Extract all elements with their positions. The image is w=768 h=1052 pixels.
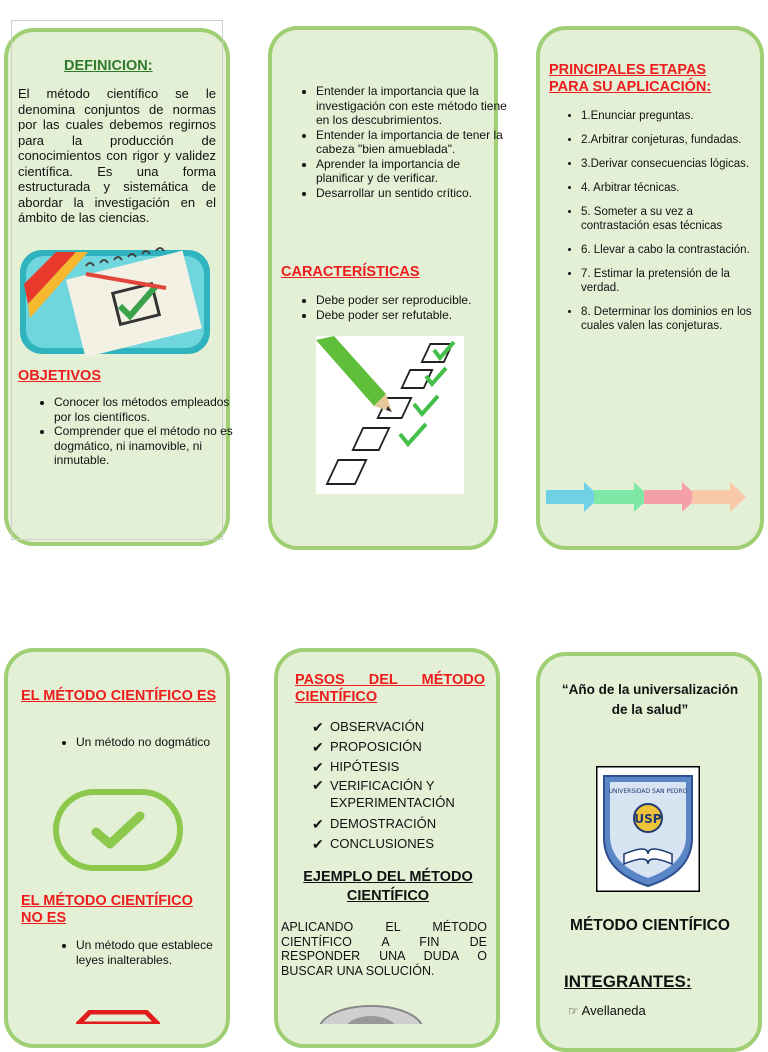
- disc-image-icon: [316, 1004, 426, 1024]
- list-item: • Comprender que el método no es dogmático, ni inamovible, ni inmutable.: [54, 424, 236, 468]
- list-item: • 2.Arbitrar conjeturas, fundadas.: [581, 133, 763, 147]
- ejemplo-title: EJEMPLO DEL MÉTODO CIENTÍFICO: [303, 869, 473, 904]
- pointing-hand-icon: ☞: [568, 1004, 579, 1018]
- pasos-list: [312, 717, 482, 854]
- list-item: • 4. Arbitrar técnicas.: [581, 181, 763, 195]
- notepad-check-icon: [16, 244, 214, 360]
- stop-sign-icon: [76, 1010, 160, 1024]
- list-item: • Debe poder ser reproducible.: [316, 293, 508, 308]
- metodo-title: MÉTODO CIENTÍFICO: [570, 917, 730, 934]
- list-item: ✔ HIPÓTESIS: [312, 759, 400, 775]
- check-icon: ✔: [312, 836, 324, 852]
- list-item: • 6. Llevar a cabo la contrastación.: [581, 243, 763, 257]
- arrow-3: [644, 482, 698, 512]
- list-item: ✔ OBSERVACIÓN: [312, 719, 425, 735]
- no-es-list: [58, 938, 236, 967]
- list-item: • Entender la importancia que la investigación con este método tiene en los descubrimientos.: [316, 84, 508, 128]
- es-title: EL MÉTODO CIENTÍFICO ES: [21, 688, 217, 704]
- objetivos-continued-list: [298, 84, 508, 200]
- arrow-1: [546, 482, 600, 512]
- check-icon: ✔: [312, 739, 324, 755]
- logo-text: USP: [634, 812, 662, 826]
- list-item: • Aprender la importancia de planificar y de verificar.: [316, 157, 508, 186]
- list-item: • Desarrollar un sentido crítico.: [316, 186, 508, 201]
- check-icon: ✔: [312, 719, 324, 735]
- year-title: “Año de la universalización de la salud”: [561, 682, 739, 717]
- check-icon: ✔: [312, 777, 324, 793]
- etapas-title: PRINCIPALES ETAPAS PARA SU APLICACIÓN:: [549, 62, 712, 95]
- list-item: • 3.Derivar consecuencias lógicas.: [581, 157, 763, 171]
- list-item: ✔ VERIFICACIÓN Y EXPERIMENTACIÓN: [312, 777, 455, 810]
- caracteristicas-title: CARACTERÍSTICAS: [281, 264, 420, 280]
- etapas-list: [567, 109, 763, 343]
- list-item: ✔ PROPOSICIÓN: [312, 739, 422, 755]
- list-item: • Conocer los métodos empleados por los científicos.: [54, 395, 236, 424]
- list-item: • Un método que establece leyes inalterables.: [76, 938, 236, 967]
- list-item: • 7. Estimar la pretensión de la verdad.: [581, 267, 763, 295]
- list-item: • 5. Someter a su vez a contrastación esas técnicas: [581, 205, 763, 233]
- no-es-title: EL MÉTODO CIENTÍFICO NO ES: [21, 893, 193, 926]
- list-item: • Un método no dogmático: [76, 735, 236, 750]
- process-arrows-icon: [546, 482, 748, 512]
- list-item: • 1.Enunciar preguntas.: [581, 109, 763, 123]
- check-icon: ✔: [312, 816, 324, 832]
- arrow-2: [594, 482, 650, 512]
- list-item: • Debe poder ser refutable.: [316, 308, 508, 323]
- pasos-title: PASOS DEL MÉTODO CIENTÍFICO: [295, 672, 485, 705]
- checklist-pencil-icon: [316, 336, 464, 494]
- check-badge-icon: [52, 788, 184, 872]
- university-logo: [596, 766, 700, 892]
- definicion-text: El método científico se le denomina conjuntos de normas por las cuales debemos regirnos para la producción de conocimientos con rigor y validez científica. Es una forma estructurada y sistemática de abordar la investigación en el ámbito de las ciencias.: [18, 86, 216, 225]
- integrante-item: ☞ Avellaneda: [568, 1003, 646, 1018]
- check-icon: ✔: [312, 759, 324, 775]
- es-list: [58, 735, 236, 750]
- integrantes-title: INTEGRANTES:: [564, 972, 692, 991]
- objetivos-title: OBJETIVOS: [18, 368, 101, 384]
- caracteristicas-list: [298, 293, 508, 322]
- logo-ring-text: UNIVERSIDAD SAN PEDRO: [608, 788, 688, 795]
- ejemplo-text: APLICANDO EL MÉTODO CIENTÍFICO A FIN DE RESPONDER UNA DUDA O BUSCAR UNA SOLUCIÓN.: [281, 920, 487, 978]
- list-item: • 8. Determinar los dominios en los cuales valen las conjeturas.: [581, 305, 763, 333]
- list-item: ✔ CONCLUSIONES: [312, 836, 435, 852]
- list-item: • Entender la importancia de tener la cabeza "bien amueblada".: [316, 128, 508, 157]
- objetivos-list: [36, 395, 236, 468]
- definicion-title: DEFINICION:: [64, 58, 153, 74]
- list-item: ✔ DEMOSTRACIÓN: [312, 816, 437, 832]
- arrow-4: [692, 482, 746, 512]
